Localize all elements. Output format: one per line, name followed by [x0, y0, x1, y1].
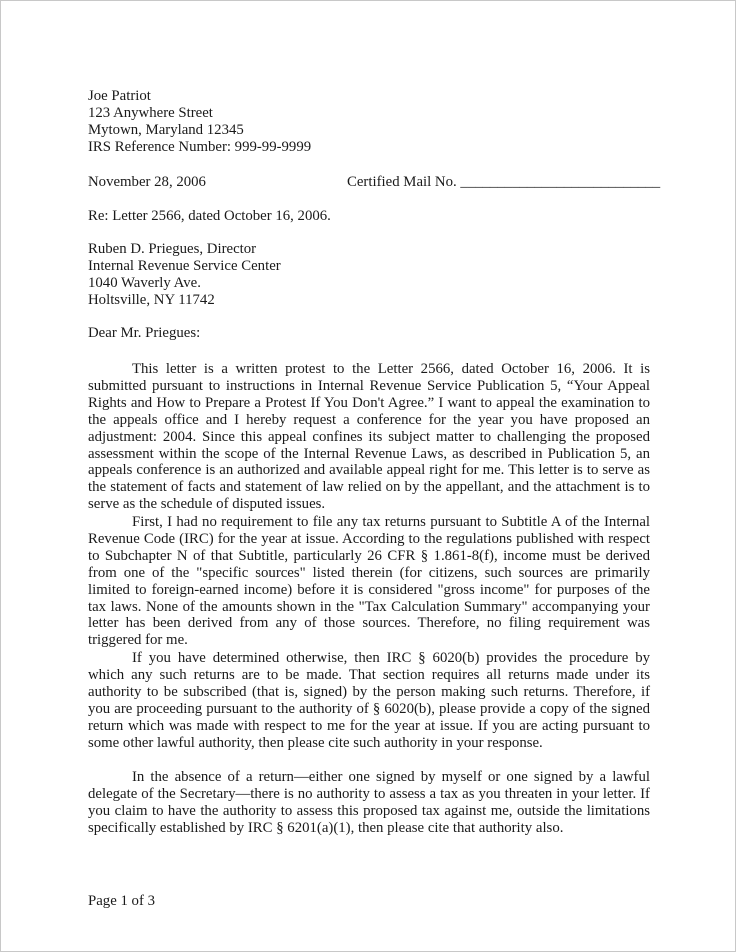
recipient-name: Ruben D. Priegues, Director	[88, 241, 257, 257]
recipient-city: Holtsville, NY 11742	[88, 292, 215, 308]
body-paragraph-4: In the absence of a return—either one signed by myself or one signed by a lawful delegate of the Secretary—there is no authority to assess a tax as you threaten in your letter. If you claim to have the authority to assess this proposed tax against me, outside the limitations specifically established by IRC § 6201(a)(1), then please cite that authority also.	[88, 769, 650, 836]
date-row	[88, 174, 661, 191]
letter-date: November 28, 2006	[88, 174, 206, 190]
sender-street: 123 Anywhere Street	[88, 105, 213, 121]
sender-city: Mytown, Maryland 12345	[88, 122, 244, 138]
page-number: Page 1 of 3	[88, 893, 155, 909]
body-paragraph-1: This letter is a written protest to the Letter 2566, dated October 16, 2006. It is submitted pursuant to instructions in Internal Revenue Service Publication 5, “Your Appeal Rights and How to Prepare a Protest If You Don't Agree.” I want to appeal the examination to the appeals office and I hereby request a conference for the year you have proposed an adjustment: 2004. Since this appeal confines its subject matter to challenging the proposed assessment within the scope of the Internal Revenue Laws, as described in Publication 5, an appeals conference is an authorized and available appeal right for me. This letter is to serve as the statement of facts and statement of law relied on by the appellant, and the attachment is to serve as the schedule of disputed issues.	[88, 361, 650, 513]
recipient-street: 1040 Waverly Ave.	[88, 275, 201, 291]
irs-reference-number: IRS Reference Number: 999-99-9999	[88, 139, 312, 155]
sender-name: Joe Patriot	[88, 88, 151, 104]
body-paragraph-3: If you have determined otherwise, then IRC § 6020(b) provides the procedure by which any such returns are to be made. That section requires all returns made under its authority to be subscribed (that is, signed) by the person making such returns. Therefore, if you are proceeding pursuant to the authority of § 6020(b), please provide a copy of the signed return which was made with respect to me for the year at issue. If you are acting pursuant to some other lawful authority, then please cite such authority in your response.	[88, 650, 650, 751]
body-paragraph-2: First, I had no requirement to file any tax returns pursuant to Subtitle A of the Internal Revenue Code (IRC) for the year at issue. According to the regulations published with respect to Subchapter N of that Subtitle, particularly 26 CFR § 1.861-8(f), income must be derived from one of the "specific sources" listed therein (for citizens, such sources are primarily limited to foreign-earned income) before it is considered "gross income" for purposes of the tax laws. None of the amounts shown in the "Tax Calculation Summary" accompanying your letter has been derived from any of those sources. Therefore, no filing requirement was triggered for me.	[88, 514, 650, 649]
certified-mail-number: Certified Mail No. ___________________________	[347, 174, 661, 190]
re-line: Re: Letter 2566, dated October 16, 2006.	[88, 208, 331, 224]
salutation: Dear Mr. Priegues:	[88, 325, 201, 341]
recipient-org: Internal Revenue Service Center	[88, 258, 281, 274]
